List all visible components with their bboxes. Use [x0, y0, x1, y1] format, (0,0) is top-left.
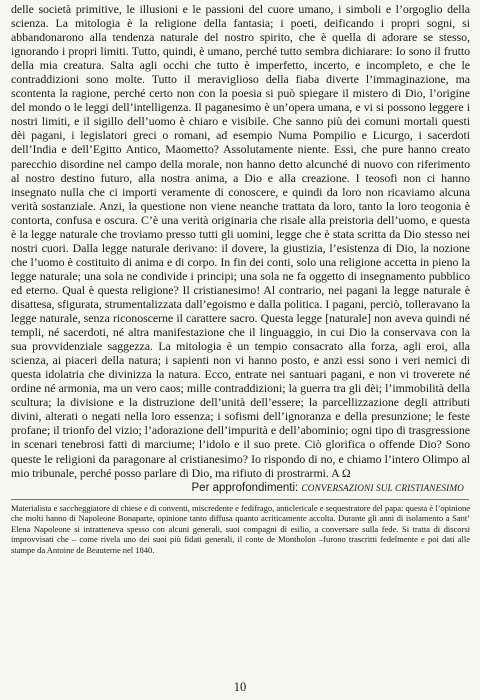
- further-reading-reference: CONVERSAZIONI SUL CRISTIANESIMO: [301, 483, 464, 494]
- page-number: 10: [233, 680, 247, 694]
- footnote-text: Materialista e saccheggiatore di chiese e di conventi, miscredente e fedifrago, anticlericale e sequestratore del papa: questa è l’opinione che molti hanno di Napoleone Bonaparte, opinione tanto diffusa quanto acriticamente accolta. Durante gli anni di isolamento a Sant’ Elena Napoleone si intratteneva spesso con alcuni generali, suoi compagni di esilio, a conversare sulla fede. Si tratta di discorsi improvvisati che – come rivela uno dei suoi più fidati generali, il conte de Montholon –furono trascritti fedelmente e poi dati alle stampe da Antoine de Beauterne nel 1840.: [11, 502, 470, 555]
- main-text: delle società primitive, le illusioni e le passioni del cuore umano, i simboli e l’orgoglio della scienza. La mitologia è la religione della fantasia; i poeti, deificando i propri sogni, si abbandonarono alla tendenza naturale del nostro spirito, che è quella di adorare se stesso, ignorando i propri limiti. Tutto, quindi, è umano, perché tutto sembra dichiarare: Io sono il frutto della mia creatura. Salta agli occhi che tutto è imperfetto, incerto, e incompleto, e che le contraddizioni sono molte. Tutto il meraviglioso della fiaba diverte l’immaginazione, ma scontenta la ragione, perché certo non con la poesia si può spiegare il mistero di Dio, l’origine del mondo o le leggi dell’intelligenza. Il paganesimo è un’opera umana, e vi si possono leggere i nostri limiti, e il sigillo dell’uomo è chiaro e visibile. Che sanno più dei comuni mortali questi dèi pagani, i legislatori greci o romani, ad esempio Numa Pompilio e Licurgo, i sacerdoti dell’India e dell’Egitto Antico, Maometto? Assolutamente niente. Essi, che pure hanno creato parecchio disordine nel campo della morale, non hanno detto alcunché di nuovo con riferimento al nostro destino futuro, alla nostra anima, a Dio e alla creazione. I teosofi non ci hanno insegnato nulla che ci importi veramente di conoscere, e quindi da loro non ricaviamo alcuna verità sostanziale. Anzi, la questione non viene neanche trattata da loro, tanto la loro teogonia è contorta, confusa e oscura. C’è una verità originaria che risale alla preistoria dell’uomo, e questa è la legge naturale che troviamo presso tutti gli uomini, legge che è stata scritta da Dio stesso nei nostri cuori. Dalla legge naturale derivano: il dovere, la giustizia, l’esistenza di Dio, la nozione che l’uomo è costituito di anima e di corpo. In fin dei conti, solo una religione accetta in pieno la legge naturale; una sola ne condivide i principi; una sola ne fa oggetto di insegnamento pubblico ed eterno. Qual è questa religione? Il cristianesimo! Al contrario, nei pagani la legge naturale è disattesa, sfigurata, strumentalizzata dall’egoismo e dalla politica. I pagani, perciò, tolleravano la legge naturale, senza riconoscerne il carattere sacro. Questa legge [naturale] non aveva quindi né templi, né sacerdoti, né altra manifestazione che il linguaggio, in cui Dio la conservava con la sua provvidenziale saggezza. La mitologia è un tempio consacrato alla forza, agli eroi, alla scienza, ai piaceri della natura; i sapienti non vi hanno posto, e anzi essi sono i veri nemici di questa idolatria che divinizza la natura. Ecco, entrate nei santuari pagani, e non vi troverete né ordine né armonia, ma un vero caos; mille contraddizioni; la guerra tra gli dèi; l’immobilità della scultura; la divisione e la distruzione dell’unità dell’essere; la parcellizzazione degli attributi divini, alterati o negati nella loro essenza; i sofismi dell’ignoranza e della presunzione; le feste profane; il trionfo del vizio; l’adorazione dell’impurità e dell’abominio; ogni tipo di trasgressione in scenari tenebrosi fatti di marciume; l’idolo e il suo prete. Ciò glorifica o offende Dio? Sono queste le religioni da paragonare al cristianesimo? Io rispondo di no, e chiamo l’intero Olimpo al mio tribunale, perché posso parlare di Dio, ma rifiuto di prostrarmi. A Ω: [11, 2, 470, 480]
- footnote-divider: [11, 499, 469, 500]
- further-reading: [11, 481, 464, 496]
- further-reading-label: Per approfondimenti:: [191, 481, 299, 494]
